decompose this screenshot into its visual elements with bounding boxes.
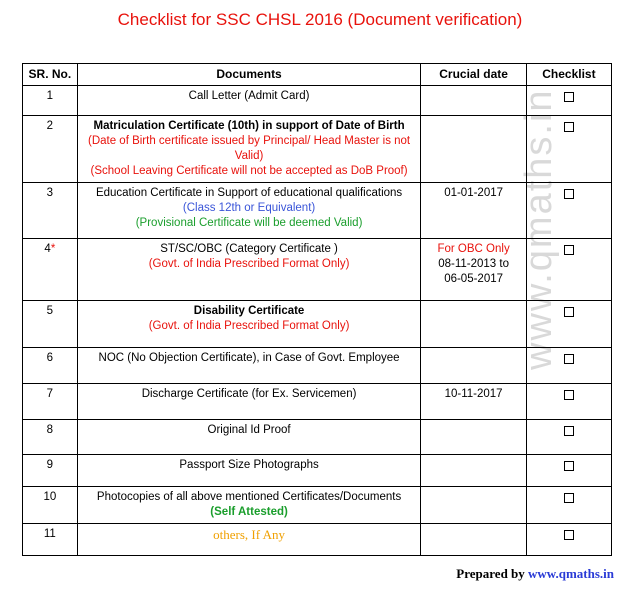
table-row	[23, 455, 612, 487]
crucial-date-cell	[421, 455, 526, 487]
crucial-date-cell	[421, 116, 526, 183]
header-checklist: Checklist	[526, 64, 611, 86]
document-cell	[77, 116, 421, 183]
checklist-table	[22, 63, 612, 556]
table-row	[23, 348, 612, 384]
row-number-text: 7	[46, 388, 54, 400]
row-number	[23, 384, 78, 420]
document-cell	[77, 384, 421, 420]
crucial-date-line: 08-11-2013 to	[438, 258, 509, 270]
row-number-text: 5	[46, 305, 54, 317]
document-line: Original Id Proof	[207, 424, 291, 436]
table-row	[23, 524, 612, 556]
crucial-date-line: 06-05-2017	[444, 273, 504, 285]
document-cell	[77, 86, 421, 116]
document-line: Photocopies of all above mentioned Certificates/Documents	[96, 491, 402, 503]
page-title: Checklist for SSC CHSL 2016 (Document verification)	[117, 10, 523, 29]
row-number-text: 2	[46, 120, 54, 132]
document-line: (Date of Birth certificate issued by Principal/ Head Master is not Valid)	[87, 135, 411, 162]
document-line: Discharge Certificate (for Ex. Servicemen)	[141, 388, 357, 400]
document-line: Matriculation Certificate (10th) in support of Date of Birth	[93, 120, 405, 132]
row-number-text: 10	[43, 491, 57, 503]
checkbox-icon[interactable]	[564, 122, 574, 132]
checkbox-icon[interactable]	[564, 461, 574, 471]
table-row	[23, 86, 612, 116]
row-number	[23, 524, 78, 556]
crucial-date-cell	[421, 86, 526, 116]
checklist-cell	[526, 183, 611, 239]
row-number	[23, 239, 78, 301]
checklist-cell	[526, 301, 611, 348]
row-number-text: 11	[43, 528, 56, 540]
checkbox-icon[interactable]	[564, 390, 574, 400]
row-number-text: 6	[46, 352, 54, 364]
crucial-date-cell	[421, 348, 526, 384]
document-line: others, If Any	[213, 527, 285, 542]
row-number	[23, 116, 78, 183]
document-line: (Self Attested)	[210, 506, 288, 518]
crucial-date-cell	[421, 183, 526, 239]
footer-prefix: Prepared by	[456, 566, 529, 581]
checkbox-icon[interactable]	[564, 92, 574, 102]
row-number-text: 8	[46, 424, 54, 436]
checklist-cell	[526, 487, 611, 524]
checkbox-icon[interactable]	[564, 493, 574, 503]
table-row	[23, 183, 612, 239]
table-row	[23, 487, 612, 524]
document-line: (Provisional Certificate will be deemed Valid)	[135, 217, 363, 229]
checklist-cell	[526, 239, 611, 301]
checklist-cell	[526, 384, 611, 420]
crucial-date-cell	[421, 239, 526, 301]
document-line: ST/SC/OBC (Category Certificate )	[160, 243, 338, 255]
document-line: (Class 12th or Equivalent)	[182, 202, 316, 214]
table-header-row	[23, 64, 612, 86]
document-line: Disability Certificate	[193, 305, 305, 317]
checklist-cell	[526, 116, 611, 183]
crucial-date-cell	[421, 301, 526, 348]
table-row	[23, 420, 612, 455]
document-line: Education Certificate in Support of educational qualifications	[95, 187, 403, 199]
document-cell	[77, 420, 421, 455]
table-row	[23, 239, 612, 301]
table-body	[23, 86, 612, 556]
checklist-cell	[526, 455, 611, 487]
row-number	[23, 487, 78, 524]
crucial-date-cell	[421, 524, 526, 556]
document-line: NOC (No Objection Certificate), in Case of Govt. Employee	[98, 352, 400, 364]
checklist-cell	[526, 524, 611, 556]
document-line: (Govt. of India Prescribed Format Only)	[148, 258, 350, 270]
crucial-date-cell	[421, 384, 526, 420]
row-star-mark: *	[50, 243, 56, 255]
checklist-cell	[526, 420, 611, 455]
row-number	[23, 86, 78, 116]
row-number	[23, 420, 78, 455]
document-cell	[77, 301, 421, 348]
footer-credit	[456, 566, 614, 582]
checklist-cell	[526, 86, 611, 116]
document-cell	[77, 487, 421, 524]
header-sr-no: SR. No.	[23, 64, 78, 86]
checkbox-icon[interactable]	[564, 189, 574, 199]
checklist-cell	[526, 348, 611, 384]
row-number	[23, 183, 78, 239]
crucial-date-line: 01-01-2017	[444, 187, 504, 199]
document-cell	[77, 183, 421, 239]
checkbox-icon[interactable]	[564, 530, 574, 540]
document-line: (School Leaving Certificate will not be accepted as DoB Proof)	[90, 165, 408, 177]
document-line: Passport Size Photographs	[179, 459, 319, 471]
checkbox-icon[interactable]	[564, 307, 574, 317]
crucial-date-cell	[421, 487, 526, 524]
row-number-text: 4	[44, 243, 51, 255]
checkbox-icon[interactable]	[564, 426, 574, 436]
document-cell	[77, 455, 421, 487]
document-cell	[77, 239, 421, 301]
table-row	[23, 116, 612, 183]
crucial-date-line: For OBC Only	[437, 243, 510, 255]
document-cell	[77, 348, 421, 384]
table-row	[23, 384, 612, 420]
checkbox-icon[interactable]	[564, 245, 574, 255]
crucial-date-cell	[421, 420, 526, 455]
table-row	[23, 301, 612, 348]
row-number	[23, 455, 78, 487]
footer-site-link[interactable]: www.qmaths.in	[528, 566, 614, 581]
row-number-text: 3	[46, 187, 54, 199]
header-crucial-date: Crucial date	[421, 64, 526, 86]
row-number-text: 9	[46, 459, 54, 471]
row-number	[23, 348, 78, 384]
document-line: Call Letter (Admit Card)	[188, 90, 310, 102]
watermark: www.qmaths.in	[518, 88, 560, 370]
header-documents: Documents	[77, 64, 421, 86]
document-cell	[77, 524, 421, 556]
row-number-text: 1	[46, 90, 54, 102]
document-line: (Govt. of India Prescribed Format Only)	[148, 320, 350, 332]
crucial-date-line: 10-11-2017	[444, 388, 503, 400]
checkbox-icon[interactable]	[564, 354, 574, 364]
row-number	[23, 301, 78, 348]
